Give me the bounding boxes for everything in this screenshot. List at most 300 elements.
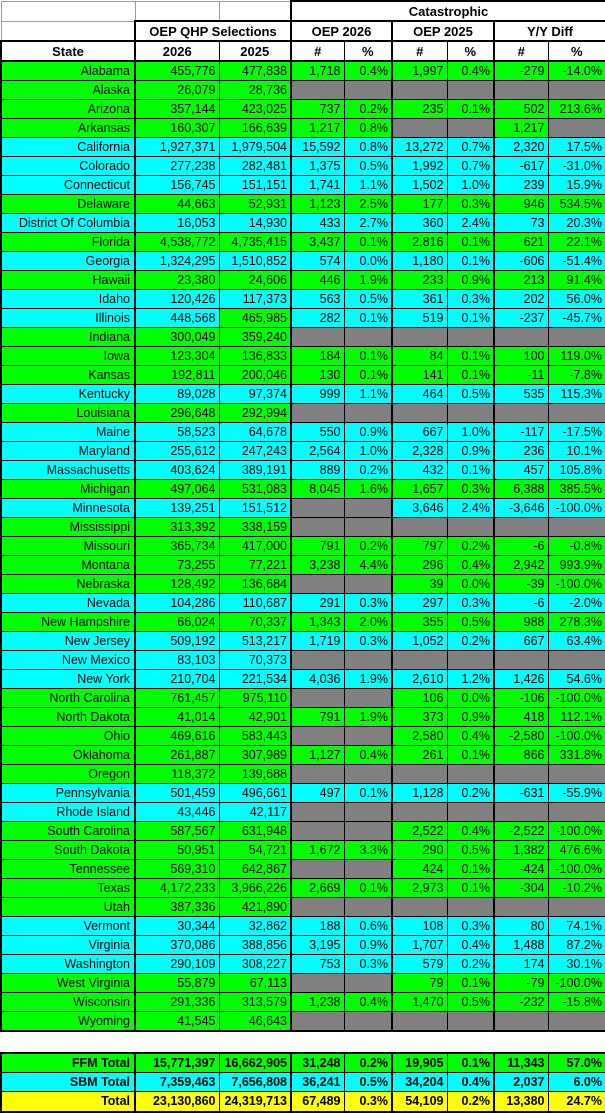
- header-row-groups: [1, 21, 605, 41]
- cat-2025-count-cell: 797: [392, 537, 447, 556]
- cat-2026-count-cell: [291, 898, 344, 917]
- yy-diff-count-cell: 621: [494, 233, 548, 252]
- cat-2025-pct-cell: 2.4%: [447, 499, 494, 518]
- table-row: [1, 651, 605, 670]
- state-cell: South Dakota: [1, 841, 135, 860]
- cat-2025-count-cell: 141: [392, 366, 447, 385]
- yy-diff-pct-cell: 119.0%: [548, 347, 605, 366]
- state-cell: Pennsylvania: [1, 784, 135, 803]
- qhp-2025-cell: 28,736: [219, 81, 291, 100]
- yy-diff-pct-cell: [548, 328, 605, 347]
- qhp-2026-cell: 1,324,295: [135, 252, 219, 271]
- cat-2026-count-cell: 15,592: [291, 138, 344, 157]
- yy-diff-pct-cell: [548, 404, 605, 423]
- state-cell: New York: [1, 670, 135, 689]
- cat-2025-count-cell: 464: [392, 385, 447, 404]
- total-row: [1, 1092, 605, 1113]
- yy-diff-pct-cell: 534.5%: [548, 195, 605, 214]
- state-column-header: State: [1, 41, 135, 61]
- cat-2025-count-cell: 373: [392, 708, 447, 727]
- qhp-2025-cell: 307,989: [219, 746, 291, 765]
- cat-2026-pct-cell: 0.2%: [344, 1053, 392, 1073]
- cat-2026-count-cell: 1,719: [291, 632, 344, 651]
- cat-2025-pct-cell: 0.3%: [447, 594, 494, 613]
- cat-2026-pct-cell: 0.3%: [344, 1092, 392, 1113]
- state-cell: Vermont: [1, 917, 135, 936]
- yy-diff-pct-cell: -17.5%: [548, 423, 605, 442]
- yy-diff-pct-cell: -15.8%: [548, 993, 605, 1012]
- table-row: [1, 119, 605, 138]
- state-cell: Alabama: [1, 61, 135, 81]
- cat-2025-count-cell: [392, 328, 447, 347]
- cat-2026-count-cell: 1,238: [291, 993, 344, 1012]
- yy-diff-count-cell: 946: [494, 195, 548, 214]
- qhp-2025-cell: 110,687: [219, 594, 291, 613]
- state-cell: Tennessee: [1, 860, 135, 879]
- qhp-2026-cell: 73,255: [135, 556, 219, 575]
- yy-diff-pct-cell: -100.0%: [548, 974, 605, 993]
- table-row: [1, 366, 605, 385]
- cat-2026-count-cell: 67,489: [291, 1092, 344, 1113]
- cat-2026-pct-cell: [344, 81, 392, 100]
- qhp-2025-cell: 42,901: [219, 708, 291, 727]
- qhp-2025-cell: 14,930: [219, 214, 291, 233]
- yy-diff-count-cell: [494, 803, 548, 822]
- spacer-section: [1, 1031, 605, 1053]
- cat-2025-pct-cell: 0.0%: [447, 689, 494, 708]
- yy-diff-pct-cell: -100.0%: [548, 727, 605, 746]
- state-cell: Arkansas: [1, 119, 135, 138]
- cat-2026-count-cell: 130: [291, 366, 344, 385]
- cat-2025-count-cell: 1,502: [392, 176, 447, 195]
- cat-2026-pct-cell: [344, 518, 392, 537]
- cat-2026-pct-cell: 1.1%: [344, 176, 392, 195]
- qhp-2026-cell: 469,616: [135, 727, 219, 746]
- state-cell: Alaska: [1, 81, 135, 100]
- yy-diff-pct-cell: 385.5%: [548, 480, 605, 499]
- cat-2025-count-cell: 361: [392, 290, 447, 309]
- qhp-2026-cell: 16,053: [135, 214, 219, 233]
- state-cell: North Dakota: [1, 708, 135, 727]
- cat-2026-count-cell: 1,217: [291, 119, 344, 138]
- state-cell: Washington: [1, 955, 135, 974]
- table-row: [1, 803, 605, 822]
- table-row: [1, 784, 605, 803]
- cat-2026-count-cell: 36,241: [291, 1073, 344, 1092]
- qhp-2025-cell: 200,046: [219, 366, 291, 385]
- table-row: [1, 822, 605, 841]
- cat-2025-count-cell: 2,580: [392, 727, 447, 746]
- state-cell: Virginia: [1, 936, 135, 955]
- yy-diff-pct-cell: 20.3%: [548, 214, 605, 233]
- yy-diff-pct-cell: 476.6%: [548, 841, 605, 860]
- oep-2025-header: OEP 2025: [392, 21, 494, 41]
- column-header-row: [1, 41, 605, 61]
- cat-2026-pct-cell: 2.0%: [344, 613, 392, 632]
- qhp-2025-cell: 32,862: [219, 917, 291, 936]
- cat-2025-pct-cell: [447, 328, 494, 347]
- qhp-2026-cell: 509,192: [135, 632, 219, 651]
- cat-2026-count-cell: [291, 328, 344, 347]
- table-row: [1, 290, 605, 309]
- yy-diff-count-cell: 866: [494, 746, 548, 765]
- cat-2026-count-cell: [291, 803, 344, 822]
- table-row: [1, 917, 605, 936]
- cat-2026-pct-cell: 2.5%: [344, 195, 392, 214]
- table-row: [1, 499, 605, 518]
- cat-2025-count-cell: [392, 898, 447, 917]
- qhp-2025-cell: 1,510,852: [219, 252, 291, 271]
- qhp-2025-cell: 151,151: [219, 176, 291, 195]
- cat-2026-count-cell: [291, 81, 344, 100]
- cat-2026-pct-cell: [344, 898, 392, 917]
- cat-2026-count-cell: 1,375: [291, 157, 344, 176]
- cat-2025-count-cell: 2,522: [392, 822, 447, 841]
- qhp-2026-cell: 357,144: [135, 100, 219, 119]
- cat-2026-count-cell: 2,669: [291, 879, 344, 898]
- cat-2025-count-cell: 261: [392, 746, 447, 765]
- state-cell: Ohio: [1, 727, 135, 746]
- cat-2025-count-cell: 13,272: [392, 138, 447, 157]
- yy-diff-count-cell: -232: [494, 993, 548, 1012]
- cat-2025-count-cell: [392, 518, 447, 537]
- cat-2026-pct-cell: 1.9%: [344, 670, 392, 689]
- cat-2025-pct-cell: [447, 119, 494, 138]
- qhp-2025-cell: 4,735,415: [219, 233, 291, 252]
- yy-diff-pct-cell: -2.0%: [548, 594, 605, 613]
- cat-2025-pct-cell: 0.4%: [447, 1073, 494, 1092]
- state-cell: Rhode Island: [1, 803, 135, 822]
- cat-2025-pct-cell: 0.9%: [447, 442, 494, 461]
- state-rows: [1, 61, 605, 1031]
- cat-2026-pct-cell: [344, 765, 392, 784]
- cat-2025-count-cell: 1,707: [392, 936, 447, 955]
- qhp-2025-cell: 70,373: [219, 651, 291, 670]
- yy-diff-count-cell: -424: [494, 860, 548, 879]
- oep-qhp-selections-header: OEP QHP Selections: [135, 21, 291, 41]
- table-row: [1, 461, 605, 480]
- cat-2025-pct-cell: 0.7%: [447, 157, 494, 176]
- year-2025-column-header: 2025: [219, 41, 291, 61]
- table-row: [1, 613, 605, 632]
- qhp-2025-cell: 70,337: [219, 613, 291, 632]
- cat-2025-count-cell: 2,973: [392, 879, 447, 898]
- cat-2025-pct-cell: 0.2%: [447, 537, 494, 556]
- yy-diff-count-cell: 2,320: [494, 138, 548, 157]
- yy-diff-pct-cell: 17.5%: [548, 138, 605, 157]
- yy-diff-pct-cell: 6.0%: [548, 1073, 605, 1092]
- cat-2025-pct-cell: [447, 81, 494, 100]
- cat-2026-count-cell: 1,343: [291, 613, 344, 632]
- state-cell: Maryland: [1, 442, 135, 461]
- yy-diff-pct-cell: 57.0%: [548, 1053, 605, 1073]
- cat-2025-count-cell: 1,657: [392, 480, 447, 499]
- qhp-2026-cell: 58,523: [135, 423, 219, 442]
- qhp-2025-cell: 359,240: [219, 328, 291, 347]
- cat-2025-pct-cell: 1.0%: [447, 176, 494, 195]
- qhp-2025-cell: 136,684: [219, 575, 291, 594]
- table-row: [1, 252, 605, 271]
- state-cell: Nebraska: [1, 575, 135, 594]
- cat-2026-pct-cell: 1.0%: [344, 442, 392, 461]
- yy-diff-header: Y/Y Diff: [494, 21, 605, 41]
- cat-2026-pct-cell: [344, 860, 392, 879]
- table-row: [1, 233, 605, 252]
- cat-2025-count-cell: 177: [392, 195, 447, 214]
- qhp-2025-cell: 16,662,905: [219, 1053, 291, 1073]
- yy-diff-count-cell: [494, 404, 548, 423]
- total-label-cell: Total: [1, 1092, 135, 1113]
- qhp-2025-cell: 975,110: [219, 689, 291, 708]
- cat-2026-pct-cell: 0.1%: [344, 879, 392, 898]
- cat-2026-pct-cell: [344, 328, 392, 347]
- table-row: [1, 727, 605, 746]
- cat-2026-count-cell: 4,036: [291, 670, 344, 689]
- table-row: [1, 404, 605, 423]
- yy-diff-pct-cell: 115.3%: [548, 385, 605, 404]
- state-cell: Oklahoma: [1, 746, 135, 765]
- yy-diff-pct-cell: 54.6%: [548, 670, 605, 689]
- cat-2025-count-cell: 84: [392, 347, 447, 366]
- yy-diff-pct-cell: [548, 518, 605, 537]
- qhp-2025-cell: 24,319,713: [219, 1092, 291, 1113]
- qhp-2026-cell: 1,927,371: [135, 138, 219, 157]
- table-row: [1, 993, 605, 1012]
- yy-diff-count-cell: -79: [494, 974, 548, 993]
- qhp-2026-cell: 41,014: [135, 708, 219, 727]
- qhp-2026-cell: 89,028: [135, 385, 219, 404]
- state-cell: North Carolina: [1, 689, 135, 708]
- cat-2026-count-cell: [291, 822, 344, 841]
- yy-diff-pct-cell: [548, 651, 605, 670]
- yy-diff-pct-cell: [548, 81, 605, 100]
- qhp-2025-cell: 583,443: [219, 727, 291, 746]
- yy-diff-count-cell: 213: [494, 271, 548, 290]
- cat-2026-pct-cell: 0.2%: [344, 537, 392, 556]
- qhp-2025-cell: 139,688: [219, 765, 291, 784]
- yy-diff-count-cell: -3,646: [494, 499, 548, 518]
- qhp-2025-cell: 46,643: [219, 1012, 291, 1032]
- cat-2026-pct-cell: 1.1%: [344, 385, 392, 404]
- cat-2026-pct-cell: [344, 1012, 392, 1032]
- cat-2026-pct-cell: 4.4%: [344, 556, 392, 575]
- yy-diff-count-cell: -39: [494, 575, 548, 594]
- cat-2026-pct-cell: 0.4%: [344, 993, 392, 1012]
- yy-diff-count-cell: -304: [494, 879, 548, 898]
- table-row: [1, 556, 605, 575]
- qhp-2026-cell: 23,380: [135, 271, 219, 290]
- cat-2026-count-cell: 188: [291, 917, 344, 936]
- cat-2025-pct-cell: 0.1%: [447, 309, 494, 328]
- table-row: [1, 670, 605, 689]
- qhp-2026-cell: 128,492: [135, 575, 219, 594]
- cat-2025-pct-cell: 0.5%: [447, 613, 494, 632]
- table-row: [1, 765, 605, 784]
- cat-2026-pct-cell: 0.9%: [344, 936, 392, 955]
- yy-diff-count-cell: 239: [494, 176, 548, 195]
- cat-2026-pct-cell: [344, 575, 392, 594]
- qhp-2026-cell: 587,567: [135, 822, 219, 841]
- cat-2025-count-cell: [392, 1012, 447, 1032]
- qhp-2025-cell: 477,838: [219, 61, 291, 81]
- cat-2025-pct-cell: 0.1%: [447, 974, 494, 993]
- qhp-2025-cell: 247,243: [219, 442, 291, 461]
- state-cell: District Of Columbia: [1, 214, 135, 233]
- state-cell: Oregon: [1, 765, 135, 784]
- state-cell: West Virginia: [1, 974, 135, 993]
- cat-2025-pct-cell: [447, 1012, 494, 1032]
- cat-2026-count-cell: [291, 765, 344, 784]
- qhp-2025-cell: 97,374: [219, 385, 291, 404]
- cat-2025-pct-cell: 1.0%: [447, 423, 494, 442]
- qhp-2026-cell: 4,538,772: [135, 233, 219, 252]
- cat-2026-pct-cell: [344, 727, 392, 746]
- yy-diff-count-cell: 236: [494, 442, 548, 461]
- yy-diff-pct-cell: 993.9%: [548, 556, 605, 575]
- yy-diff-count-cell: -2,522: [494, 822, 548, 841]
- state-cell: New Hampshire: [1, 613, 135, 632]
- cat-2026-pct-cell: 0.3%: [344, 955, 392, 974]
- cat-2025-count-cell: 355: [392, 613, 447, 632]
- qhp-2026-cell: 210,704: [135, 670, 219, 689]
- cat-2026-count-cell: 574: [291, 252, 344, 271]
- table-row: [1, 955, 605, 974]
- cat-2025-pct-cell: 0.1%: [447, 100, 494, 119]
- cat-2025-count-cell: [392, 803, 447, 822]
- yy-diff-count-cell: 418: [494, 708, 548, 727]
- cat-2026-pct-cell: 1.9%: [344, 708, 392, 727]
- qhp-2026-cell: 261,887: [135, 746, 219, 765]
- qhp-2026-cell: 192,811: [135, 366, 219, 385]
- cat-2025-count-cell: 1,128: [392, 784, 447, 803]
- cat-2026-pct-cell: [344, 974, 392, 993]
- cat-2025-count-cell: 1,470: [392, 993, 447, 1012]
- table-row: [1, 746, 605, 765]
- yy-diff-count-cell: -6: [494, 537, 548, 556]
- cat-2025-count-cell: 2,610: [392, 670, 447, 689]
- yy-diff-count-cell: 457: [494, 461, 548, 480]
- table-row: [1, 974, 605, 993]
- qhp-2026-cell: 290,109: [135, 955, 219, 974]
- cat-2025-pct-cell: 2.4%: [447, 214, 494, 233]
- table-row: [1, 309, 605, 328]
- table-row: [1, 347, 605, 366]
- cat-2025-pct-cell: 0.9%: [447, 271, 494, 290]
- yy-diff-count-cell: -106: [494, 689, 548, 708]
- cat-2026-pct-cell: 0.4%: [344, 746, 392, 765]
- qhp-2026-cell: 761,457: [135, 689, 219, 708]
- yy-diff-count-cell: 502: [494, 100, 548, 119]
- cat-2025-pct-cell: 0.4%: [447, 556, 494, 575]
- state-cell: Maine: [1, 423, 135, 442]
- yy-diff-pct-cell: 213.6%: [548, 100, 605, 119]
- yy-diff-count-cell: -6: [494, 594, 548, 613]
- cat-2026-count-cell: 791: [291, 708, 344, 727]
- yy-diff-pct-cell: [548, 898, 605, 917]
- state-cell: Kansas: [1, 366, 135, 385]
- cat-2025-count-cell: 519: [392, 309, 447, 328]
- cat-2026-pct-cell: 0.5%: [344, 1073, 392, 1092]
- state-cell: Indiana: [1, 328, 135, 347]
- count-column-header: #: [392, 41, 447, 61]
- qhp-2025-cell: 389,191: [219, 461, 291, 480]
- qhp-2026-cell: 7,359,463: [135, 1073, 219, 1092]
- table-row: [1, 176, 605, 195]
- total-label-cell: SBM Total: [1, 1073, 135, 1092]
- yy-diff-pct-cell: 87.2%: [548, 936, 605, 955]
- qhp-2025-cell: 308,227: [219, 955, 291, 974]
- cat-2026-count-cell: [291, 518, 344, 537]
- cat-2025-count-cell: 235: [392, 100, 447, 119]
- cat-2025-pct-cell: 0.0%: [447, 575, 494, 594]
- qhp-2026-cell: 41,545: [135, 1012, 219, 1032]
- yy-diff-pct-cell: -45.7%: [548, 309, 605, 328]
- qhp-2025-cell: 54,721: [219, 841, 291, 860]
- state-cell: Texas: [1, 879, 135, 898]
- qhp-2026-cell: 4,172,233: [135, 879, 219, 898]
- cat-2026-count-cell: 446: [291, 271, 344, 290]
- cat-2026-count-cell: 3,195: [291, 936, 344, 955]
- yy-diff-pct-cell: -100.0%: [548, 499, 605, 518]
- yy-diff-pct-cell: 56.0%: [548, 290, 605, 309]
- cat-2025-pct-cell: [447, 404, 494, 423]
- cat-2026-pct-cell: [344, 404, 392, 423]
- qhp-2026-cell: 387,336: [135, 898, 219, 917]
- table-header: [1, 1, 605, 61]
- table-row: [1, 328, 605, 347]
- yy-diff-count-cell: 1,217: [494, 119, 548, 138]
- cat-2026-pct-cell: 0.5%: [344, 157, 392, 176]
- yy-diff-count-cell: -606: [494, 252, 548, 271]
- cat-2026-count-cell: 889: [291, 461, 344, 480]
- qhp-2025-cell: 631,948: [219, 822, 291, 841]
- cat-2025-count-cell: 360: [392, 214, 447, 233]
- cat-2026-count-cell: 433: [291, 214, 344, 233]
- yy-diff-count-cell: 535: [494, 385, 548, 404]
- table-row: [1, 518, 605, 537]
- qhp-2025-cell: 52,931: [219, 195, 291, 214]
- state-cell: Connecticut: [1, 176, 135, 195]
- cat-2025-pct-cell: 0.4%: [447, 936, 494, 955]
- table-row: [1, 138, 605, 157]
- cat-2026-pct-cell: 1.9%: [344, 271, 392, 290]
- qhp-2025-cell: 513,217: [219, 632, 291, 651]
- cat-2026-count-cell: 3,437: [291, 233, 344, 252]
- yy-diff-count-cell: 1,488: [494, 936, 548, 955]
- cat-2025-pct-cell: 0.1%: [447, 1053, 494, 1073]
- cat-2025-count-cell: [392, 765, 447, 784]
- qhp-2026-cell: 23,130,860: [135, 1092, 219, 1113]
- cat-2025-pct-cell: 0.3%: [447, 290, 494, 309]
- qhp-2025-cell: 531,083: [219, 480, 291, 499]
- percent-column-header: %: [447, 41, 494, 61]
- cat-2026-pct-cell: 0.0%: [344, 252, 392, 271]
- cat-2025-count-cell: 424: [392, 860, 447, 879]
- table-row: [1, 879, 605, 898]
- qhp-2025-cell: 282,481: [219, 157, 291, 176]
- cat-2025-pct-cell: 0.5%: [447, 841, 494, 860]
- yy-diff-pct-cell: [548, 803, 605, 822]
- qhp-2025-cell: 221,534: [219, 670, 291, 689]
- qhp-2026-cell: 44,663: [135, 195, 219, 214]
- blank-cell: [219, 1, 291, 21]
- cat-2025-pct-cell: 0.2%: [447, 784, 494, 803]
- cat-2026-count-cell: 1,741: [291, 176, 344, 195]
- yy-diff-pct-cell: -100.0%: [548, 860, 605, 879]
- qhp-2026-cell: 569,310: [135, 860, 219, 879]
- cat-2026-count-cell: 3,238: [291, 556, 344, 575]
- cat-2026-count-cell: 791: [291, 537, 344, 556]
